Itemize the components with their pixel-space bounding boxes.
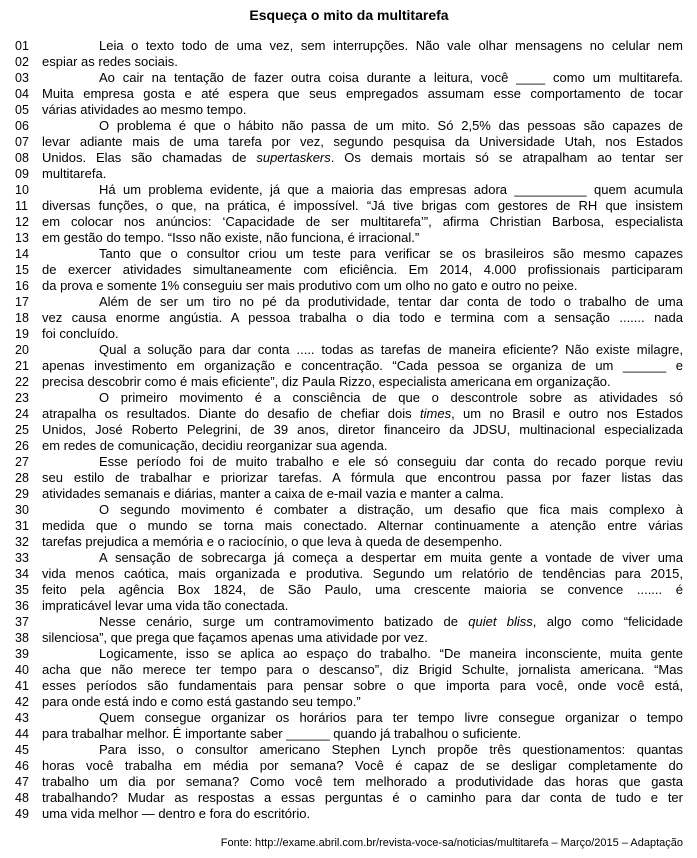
line-text (42, 118, 683, 134)
text-line (15, 86, 683, 102)
line-text-part: várias atividades ao mesmo tempo. (42, 102, 247, 117)
line-text-part: Esse período foi de muito trabalho e ele só conseguiu dar conta do recado porque reviu (99, 454, 683, 469)
page-title: Esqueça o mito da multitarefa (249, 7, 449, 23)
line-text (42, 166, 683, 182)
line-text-part: atividades semanais e diárias, manter a caixa de e-mail vazia e manter a calma. (42, 486, 504, 501)
line-text (42, 310, 683, 326)
text-line (15, 358, 683, 374)
line-text-part: levar adiante mais de uma tarefa por vez, segundo pesquisa da Universidade Utah, nos Estados (42, 134, 683, 149)
line-number: 17 (15, 295, 29, 309)
text-line (15, 390, 683, 406)
line-text (42, 646, 683, 662)
line-text (42, 262, 683, 278)
source-line: Fonte: http://exame.abril.com.br/revista-voce-sa/noticias/multitarefa – Março/2015 – Adaptação (220, 837, 683, 849)
line-number: 38 (15, 631, 29, 645)
text-line (15, 70, 683, 86)
line-text (42, 502, 683, 518)
line-text (42, 374, 683, 390)
italic-text: quiet bliss (468, 614, 533, 629)
line-number: 42 (15, 695, 29, 709)
line-text (42, 438, 683, 454)
text-line (15, 454, 683, 470)
line-text-part: , um no Brasil e outro nos Estados (451, 406, 683, 421)
line-text-part: Quem consegue organizar os horários para ter tempo livre consegue organizar o tempo (99, 710, 683, 725)
line-text (42, 790, 683, 806)
line-text-part: em gestão do tempo. “Isso não existe, não funciona, é irracional.” (42, 230, 420, 245)
line-text-part: precisa descobrir como é mais eficiente”, diz Paula Rizzo, especialista americana em organização. (42, 374, 611, 389)
line-text-part: , algo como “felicidade (532, 614, 683, 629)
line-number: 36 (15, 599, 29, 613)
line-text-part: multitarefa. (42, 166, 107, 181)
line-text (42, 214, 683, 230)
line-text-part: silenciosa”, que prega que façamos apenas uma atividade por vez. (42, 630, 428, 645)
text-line (15, 774, 683, 790)
line-text-part: O segundo movimento é combater a distração, um desafio que fica mais complexo à (99, 502, 683, 517)
line-text (42, 454, 683, 470)
text-line (15, 742, 683, 758)
line-text (42, 678, 683, 694)
text-line (15, 182, 683, 198)
text-line (15, 694, 683, 710)
text-line (15, 374, 683, 390)
text-line (15, 502, 683, 518)
line-number: 10 (15, 183, 29, 197)
text-line (15, 790, 683, 806)
line-text-part: em redes de comunicação, decidiu reorganizar sua agenda. (42, 438, 388, 453)
line-text-part: para trabalhar melhor. É importante saber ______ quando já trabalhou o suficiente. (42, 726, 522, 741)
line-text-part: O problema é que o hábito não passa de um mito. Só 2,5% das pessoas são capazes de (99, 118, 683, 133)
line-text-part: Unidos, José Roberto Pelegrini, de 39 anos, diretor financeiro da JDSU, multinacional especializada (42, 422, 683, 437)
line-text (42, 550, 683, 566)
text-line (15, 758, 683, 774)
text-line (15, 582, 683, 598)
line-text-part: O primeiro movimento é a consciência de que o descontrole sobre as atividades só (99, 390, 683, 405)
line-text-part: vida menos caótica, mais organizada e produtiva. Segundo um relatório de tendências para 2015, (42, 566, 683, 581)
line-text-part: acha que não merece ter tempo para o descanso”, diz Brigid Schulte, jornalista americana. “Mas (42, 662, 683, 677)
line-text (42, 566, 683, 582)
line-text (42, 422, 683, 438)
line-number: 33 (15, 551, 29, 565)
line-number: 30 (15, 503, 29, 517)
text-line (15, 726, 683, 742)
line-text (42, 742, 683, 758)
line-text (42, 710, 683, 726)
line-text-part: Qual a solução para dar conta ..... todas as tarefas de maneira eficiente? Não existe milagre, (99, 342, 683, 357)
line-text-part: tarefas prejudica a memória e o raciocínio, o que leva à queda de desempenho. (42, 534, 503, 549)
text-line (15, 342, 683, 358)
line-text-part: Unidos. Elas são chamadas de (42, 150, 257, 165)
line-number: 45 (15, 743, 29, 757)
line-number: 24 (15, 407, 29, 421)
line-number: 49 (15, 807, 29, 821)
line-text (42, 102, 683, 118)
line-number: 03 (15, 71, 29, 85)
line-text (42, 358, 683, 374)
line-text-part: Muita empresa gosta e até espera que seus empregados assumam esse comportamento de tocar (42, 86, 683, 101)
line-text (42, 86, 683, 102)
line-text (42, 758, 683, 774)
line-text (42, 150, 683, 166)
line-text-part: seu estilo de trabalhar e priorizar tarefas. A fórmula que encontrou passa por fazer listas das (42, 470, 683, 485)
text-line (15, 198, 683, 214)
text-line (15, 518, 683, 534)
text-line (15, 678, 683, 694)
line-text-part: da prova e somente 1% conseguiu ser mais produtivo com um olho no gato e outro no peixe. (42, 278, 578, 293)
text-line (15, 646, 683, 662)
line-number: 20 (15, 343, 29, 357)
line-text-part: uma vida melhor — dentro e fora do escritório. (42, 806, 311, 821)
text-line (15, 166, 683, 182)
line-number: 41 (15, 679, 29, 693)
text-line (15, 118, 683, 134)
text-line (15, 278, 683, 294)
line-text-part: vez causa enorme angústia. A pessoa trabalha o dia todo e termina com a sensação ....... nada (42, 310, 683, 325)
line-text (42, 518, 683, 534)
text-line (15, 486, 683, 502)
line-text-part: impraticável levar uma vida tão conectada. (42, 598, 289, 613)
line-text-part: feito pela agência Box 1824, de São Paulo, uma crescente maioria se convence ....... é (42, 582, 683, 597)
line-text-part: horas você trabalha em média por semana? Você é capaz de se desligar completamente do (42, 758, 683, 773)
line-text (42, 70, 683, 86)
line-text-part: trabalhando? Mudar as respostas a essas perguntas é o caminho para dar conta de tudo e ter (42, 790, 683, 805)
line-text (42, 38, 683, 54)
text-line (15, 662, 683, 678)
line-text (42, 246, 683, 262)
text-line (15, 326, 683, 342)
text-line (15, 534, 683, 550)
line-number: 31 (15, 519, 29, 533)
line-number: 11 (15, 199, 28, 213)
line-text (42, 806, 683, 822)
line-text (42, 486, 683, 502)
text-line (15, 566, 683, 582)
line-text-part: atrapalha os resultados. Diante do desafio de chefiar dois (42, 406, 421, 421)
text-line (15, 262, 683, 278)
text-line (15, 102, 683, 118)
text-line (15, 150, 683, 166)
line-text (42, 326, 683, 342)
line-number: 25 (15, 423, 29, 437)
line-number: 32 (15, 535, 29, 549)
line-text (42, 134, 683, 150)
line-number: 22 (15, 375, 29, 389)
text-line (15, 630, 683, 646)
line-number: 34 (15, 567, 29, 581)
line-text (42, 662, 683, 678)
line-number: 28 (15, 471, 29, 485)
line-number: 12 (15, 215, 29, 229)
line-text (42, 198, 683, 214)
line-number: 18 (15, 311, 29, 325)
italic-text: times (420, 406, 452, 421)
line-number: 46 (15, 759, 29, 773)
line-text (42, 342, 683, 358)
text-line (15, 134, 683, 150)
line-number: 27 (15, 455, 29, 469)
line-text-part: foi concluído. (42, 326, 119, 341)
line-text-part: espiar as redes sociais. (42, 54, 178, 69)
text-line (15, 294, 683, 310)
text-line (15, 54, 683, 70)
line-text-part: medida que o mundo se torna mais conectado. Alternar continuamente a atenção entre várias (42, 518, 683, 533)
line-text-part: para onde está indo e como está gastando seu tempo.” (42, 694, 361, 709)
line-text (42, 230, 683, 246)
line-text-part: Tanto que o consultor criou um teste para verificar se os brasileiros são mesmo capazes (99, 246, 683, 261)
text-line (15, 550, 683, 566)
line-text-part: Para isso, o consultor americano Stephen Lynch propõe três questionamentos: quantas (99, 742, 683, 757)
line-text (42, 614, 683, 630)
italic-text: supertaskers (256, 150, 331, 165)
text-line (15, 246, 683, 262)
line-number: 29 (15, 487, 29, 501)
line-text-part: em colocar nos anúncios: ‘Capacidade de ser multitarefa’”, afirma Christian Barbosa, especialista (42, 214, 683, 229)
line-text (42, 470, 683, 486)
text-line (15, 406, 683, 422)
text-line (15, 422, 683, 438)
text-line (15, 598, 683, 614)
line-text (42, 390, 683, 406)
line-number: 40 (15, 663, 29, 677)
line-number: 26 (15, 439, 29, 453)
line-text (42, 774, 683, 790)
line-text (42, 406, 683, 422)
line-text-part: . Os demais mortais só se atrapalham ao tentar ser (330, 150, 683, 165)
line-text-part: apenas investimento em organização e concentração. “Cada pessoa se organiza de um ______ e (42, 358, 683, 373)
line-number: 16 (15, 279, 29, 293)
line-text (42, 726, 683, 742)
line-text-part: esses períodos são fundamentais para pensar sobre o que importa para você, onde você está, (42, 678, 683, 693)
line-text-part: Logicamente, isso se aplica ao espaço do trabalho. “De maneira inconsciente, muita gente (99, 646, 683, 661)
line-text-part: A sensação de sobrecarga já começa a despertar em muita gente a vontade de viver uma (99, 550, 683, 565)
line-number: 44 (15, 727, 29, 741)
line-number: 15 (15, 263, 29, 277)
text-line (15, 614, 683, 630)
line-text-part: Ao cair na tentação de fazer outra coisa durante a leitura, você ____ como um multitarefa. (99, 70, 683, 85)
line-text (42, 54, 683, 70)
text-line (15, 214, 683, 230)
line-number: 19 (15, 327, 29, 341)
line-text (42, 630, 683, 646)
text-line (15, 710, 683, 726)
line-number: 07 (15, 135, 29, 149)
line-number: 02 (15, 55, 29, 69)
line-text (42, 598, 683, 614)
line-number: 13 (15, 231, 29, 245)
text-body (15, 38, 683, 822)
line-text-part: trabalho um dia por semana? Como você tem melhorado a produtividade das horas que gasta (42, 774, 683, 789)
line-number: 48 (15, 791, 29, 805)
line-number: 06 (15, 119, 29, 133)
line-number: 09 (15, 167, 29, 181)
text-line (15, 470, 683, 486)
text-line (15, 806, 683, 822)
line-text-part: de exercer atividades simultaneamente com eficiência. Em 2014, 4.000 profissionais participaram (42, 262, 683, 277)
text-line (15, 438, 683, 454)
line-text-part: Além de ser um tiro no pé da produtividade, tentar dar conta de todo o trabalho de uma (99, 294, 683, 309)
line-text (42, 278, 683, 294)
line-number: 37 (15, 615, 29, 629)
line-text-part: Leia o texto todo de uma vez, sem interrupções. Não vale olhar mensagens no celular nem (99, 38, 683, 53)
line-number: 14 (15, 247, 29, 261)
line-number: 47 (15, 775, 29, 789)
text-line (15, 230, 683, 246)
line-text (42, 694, 683, 710)
line-number: 21 (15, 359, 29, 373)
line-text (42, 182, 683, 198)
line-number: 01 (15, 39, 29, 53)
text-line (15, 38, 683, 54)
line-text (42, 294, 683, 310)
line-text (42, 582, 683, 598)
line-number: 23 (15, 391, 29, 405)
line-number: 39 (15, 647, 29, 661)
line-text-part: Nesse cenário, surge um contramovimento batizado de (99, 614, 469, 629)
line-number: 35 (15, 583, 29, 597)
line-number: 43 (15, 711, 29, 725)
line-text-part: diversas funções, o que, na prática, é impossível. “Já tive brigas com gestores de RH que insistem (42, 198, 683, 213)
text-line (15, 310, 683, 326)
line-text (42, 534, 683, 550)
line-text-part: Há um problema evidente, já que a maioria das empresas adora __________ quem acumula (99, 182, 683, 197)
line-number: 05 (15, 103, 29, 117)
line-number: 04 (15, 87, 29, 101)
line-number: 08 (15, 151, 29, 165)
